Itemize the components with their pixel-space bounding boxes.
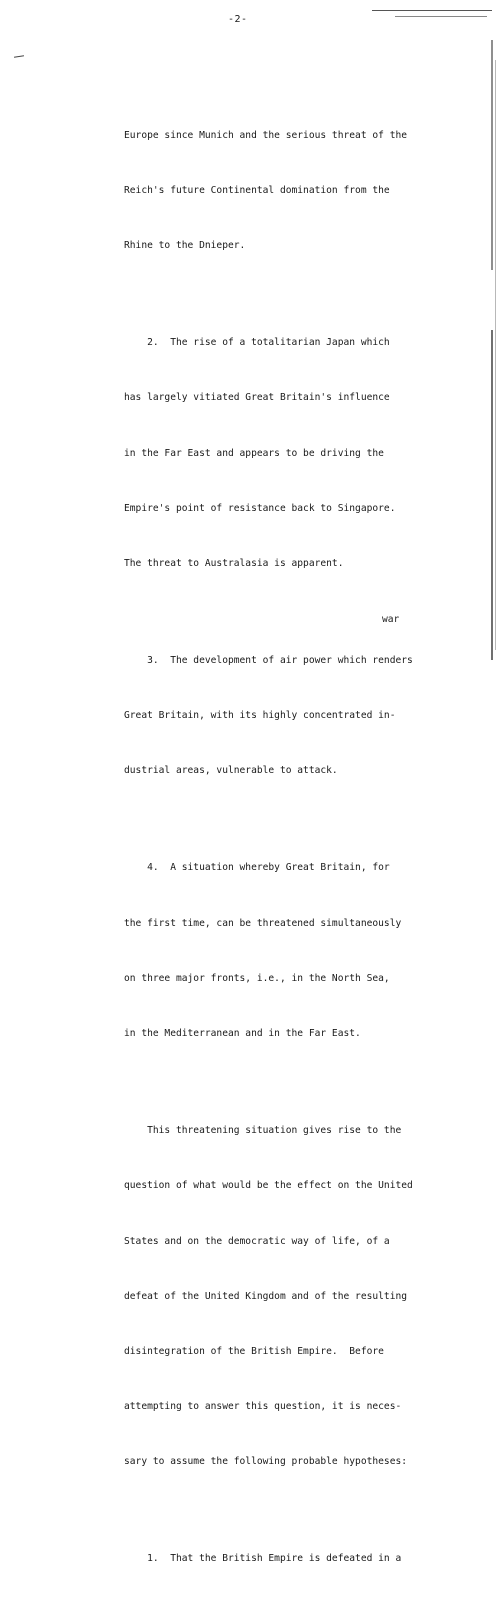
text-line: 4. A situation whereby Great Britain, for <box>124 862 390 874</box>
margin-mark <box>14 55 24 57</box>
catchword: war <box>382 614 400 625</box>
text-line: disintegration of the British Empire. Before <box>124 1345 384 1357</box>
text-line: Empire's point of resistance back to Singapore. <box>124 502 396 514</box>
text-line: 1. That the British Empire is defeated in a <box>124 1553 402 1565</box>
text-line: in the Far East and appears to be driving the <box>124 447 384 459</box>
text-line: sary to assume the following probable hypotheses: <box>124 1456 408 1468</box>
text-line: defeat of the United Kingdom and of the resulting <box>124 1290 408 1302</box>
text-line: Europe since Munich and the serious threat of the <box>124 129 408 141</box>
text-line: has largely vitiated Great Britain's influence <box>124 392 390 404</box>
text-line: Great Britain, with its highly concentrated in- <box>124 710 396 722</box>
text-line: 3. The development of air power which renders <box>124 655 413 667</box>
text-line: question of what would be the effect on the United <box>124 1180 413 1192</box>
scan-edge-shadow <box>495 60 496 650</box>
text-line: The threat to Australasia is apparent. <box>124 558 344 570</box>
text-line: on three major fronts, i.e., in the North Sea, <box>124 972 390 984</box>
text-line: This threatening situation gives rise to the <box>124 1125 402 1137</box>
text-line: dustrial areas, vulnerable to attack. <box>124 765 338 777</box>
text-line: the first time, can be threatened simultaneously <box>124 917 402 929</box>
top-rule <box>372 10 492 11</box>
text-line: 2. The rise of a totalitarian Japan which <box>124 337 390 349</box>
text-line: in the Mediterranean and in the Far East. <box>124 1028 361 1040</box>
text-line: Rhine to the Dnieper. <box>124 240 246 252</box>
body-text <box>124 90 494 1606</box>
top-rule-secondary <box>395 16 487 17</box>
page-number: -2- <box>228 14 248 25</box>
text-line: Reich's future Continental domination from the <box>124 185 390 197</box>
text-line: States and on the democratic way of life, of a <box>124 1235 390 1247</box>
text-line: attempting to answer this question, it is neces- <box>124 1401 402 1413</box>
